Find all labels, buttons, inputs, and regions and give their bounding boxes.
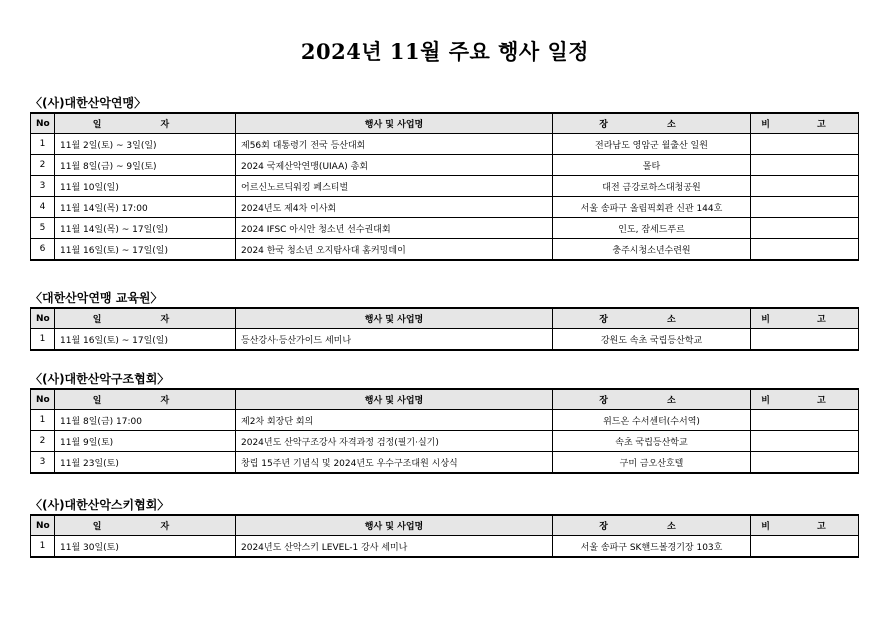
cell-note	[751, 329, 859, 351]
header-no: No	[31, 389, 55, 410]
header-place: 장 소	[553, 113, 751, 134]
table-row	[31, 134, 859, 155]
table-row	[31, 431, 859, 452]
table-row	[31, 155, 859, 176]
cell-event: 창립 15주년 기념식 및 2024년도 우수구조대원 시상식	[236, 452, 553, 474]
section-title: 〈(사)대한산악연맹〉	[30, 96, 147, 110]
table-row	[31, 218, 859, 239]
cell-note	[751, 134, 859, 155]
cell-event: 2024 한국 청소년 오지탐사대 홈커밍데이	[236, 239, 553, 261]
section-alpine-federation	[30, 95, 858, 261]
header-no: No	[31, 113, 55, 134]
section-title: 〈대한산악연맹 교육원〉	[30, 291, 163, 305]
cell-date: 11월 10일(일)	[55, 176, 236, 197]
header-date: 일 자	[55, 113, 236, 134]
cell-place: 위드온 수서센터(수서역)	[553, 410, 751, 431]
cell-no: 3	[31, 452, 55, 474]
cell-date: 11월 30일(토)	[55, 536, 236, 558]
cell-date: 11월 8일(금) ~ 9일(토)	[55, 155, 236, 176]
header-date: 일 자	[55, 308, 236, 329]
cell-event: 2024년도 산악스키 LEVEL-1 강사 세미나	[236, 536, 553, 558]
cell-note	[751, 176, 859, 197]
cell-event: 제56회 대통령기 전국 등산대회	[236, 134, 553, 155]
cell-no: 1	[31, 536, 55, 558]
cell-date: 11월 2일(토) ~ 3일(일)	[55, 134, 236, 155]
table-header-row	[31, 113, 859, 134]
page-title: 2024년 11월 주요 행사 일정	[300, 39, 590, 64]
cell-date: 11월 9일(토)	[55, 431, 236, 452]
header-no: No	[31, 308, 55, 329]
cell-place: 인도, 잠세드푸르	[553, 218, 751, 239]
cell-place: 속초 국립등산학교	[553, 431, 751, 452]
event-table	[30, 514, 859, 558]
cell-date: 11월 14일(목) 17:00	[55, 197, 236, 218]
table-row	[31, 536, 859, 558]
cell-event: 제2차 회장단 회의	[236, 410, 553, 431]
cell-note	[751, 239, 859, 261]
cell-place: 강원도 속초 국립등산학교	[553, 329, 751, 351]
event-table	[30, 112, 859, 261]
header-place: 장 소	[553, 515, 751, 536]
header-place: 장 소	[553, 308, 751, 329]
section-ski-association	[30, 497, 858, 558]
cell-no: 1	[31, 329, 55, 351]
cell-date: 11월 16일(토) ~ 17일(일)	[55, 239, 236, 261]
section-title: 〈(사)대한산악스키협회〉	[30, 498, 170, 512]
event-table	[30, 307, 859, 351]
table-row	[31, 410, 859, 431]
cell-place: 충주시청소년수련원	[553, 239, 751, 261]
cell-event: 2024 국제산악연맹(UIAA) 총회	[236, 155, 553, 176]
header-note: 비 고	[751, 308, 859, 329]
cell-date: 11월 14일(목) ~ 17일(일)	[55, 218, 236, 239]
cell-note	[751, 218, 859, 239]
cell-note	[751, 155, 859, 176]
cell-no: 1	[31, 410, 55, 431]
cell-note	[751, 431, 859, 452]
cell-date: 11월 8일(금) 17:00	[55, 410, 236, 431]
header-note: 비 고	[751, 389, 859, 410]
section-rescue-association	[30, 371, 858, 474]
cell-date: 11월 23일(토)	[55, 452, 236, 474]
header-event: 행사 및 사업명	[236, 389, 553, 410]
table-header-row	[31, 389, 859, 410]
cell-date: 11월 16일(토) ~ 17일(일)	[55, 329, 236, 351]
table-header-row	[31, 515, 859, 536]
cell-note	[751, 410, 859, 431]
header-note: 비 고	[751, 515, 859, 536]
cell-no: 2	[31, 155, 55, 176]
cell-note	[751, 197, 859, 218]
table-header-row	[31, 308, 859, 329]
header-event: 행사 및 사업명	[236, 113, 553, 134]
cell-place: 전라남도 영암군 월출산 일원	[553, 134, 751, 155]
table-row	[31, 176, 859, 197]
header-note: 비 고	[751, 113, 859, 134]
section-title: 〈(사)대한산악구조협회〉	[30, 372, 170, 386]
cell-no: 6	[31, 239, 55, 261]
header-date: 일 자	[55, 515, 236, 536]
table-row	[31, 452, 859, 474]
header-no: No	[31, 515, 55, 536]
cell-event: 2024 IFSC 아시안 청소년 선수권대회	[236, 218, 553, 239]
section-education-center	[30, 290, 858, 351]
cell-place: 서울 송파구 SK핸드볼경기장 103호	[553, 536, 751, 558]
cell-no: 5	[31, 218, 55, 239]
cell-place: 몰타	[553, 155, 751, 176]
cell-event: 2024년도 산악구조강사 자격과정 검정(필기·실기)	[236, 431, 553, 452]
header-place: 장 소	[553, 389, 751, 410]
cell-no: 3	[31, 176, 55, 197]
table-row	[31, 329, 859, 351]
cell-note	[751, 536, 859, 558]
header-date: 일 자	[55, 389, 236, 410]
cell-place: 서울 송파구 올림픽회관 신관 144호	[553, 197, 751, 218]
cell-event: 2024년도 제4차 이사회	[236, 197, 553, 218]
cell-note	[751, 452, 859, 474]
table-row	[31, 239, 859, 261]
cell-no: 1	[31, 134, 55, 155]
header-event: 행사 및 사업명	[236, 515, 553, 536]
event-table	[30, 388, 859, 474]
cell-place: 구미 금오산호텔	[553, 452, 751, 474]
cell-no: 4	[31, 197, 55, 218]
cell-event: 어르신노르딕워킹 페스티벌	[236, 176, 553, 197]
cell-no: 2	[31, 431, 55, 452]
cell-place: 대전 금강로하스대청공원	[553, 176, 751, 197]
cell-event: 등산강사·등산가이드 세미나	[236, 329, 553, 351]
table-row	[31, 197, 859, 218]
header-event: 행사 및 사업명	[236, 308, 553, 329]
